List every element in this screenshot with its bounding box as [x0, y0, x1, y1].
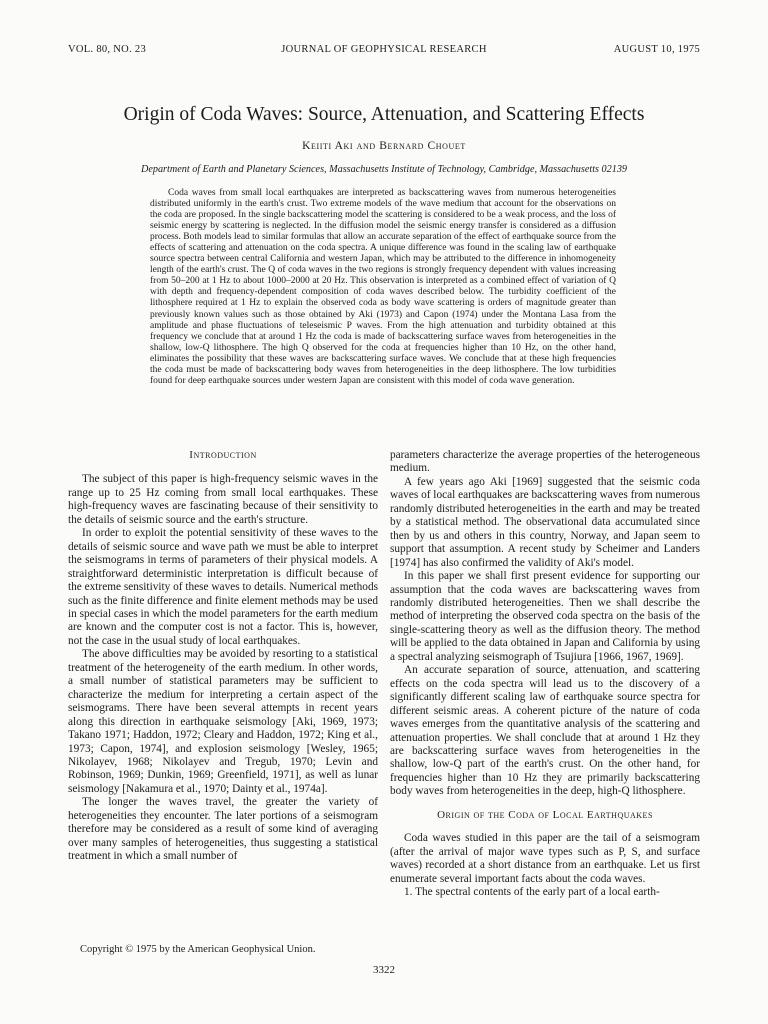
paragraph: The above difficulties may be avoided by resorting to a statistical treatment of the heterogeneity of the earth medium. In other words, a small number of statistical parameters may be sufficient to characterize the medium for interpreting a certain aspect of the seismograms. There have been several attempts in recent years along this direction in earthquake seismology [Aki, 1969, 1973; Takano 1971; Haddon, 1972; Cleary and Haddon, 1972; King et al., 1973; Capon, 1974], and explosion seismology [Wesley, 1965; Nikolayev, 1968; Nikolayev and Tregub, 1970; Levin and Robinson, 1969; Dunkin, 1969; Greenfield, 1971], as well as lunar seismology [Nakamura et al., 1970; Dainty et al., 1974a]. [68, 648, 378, 795]
page-number: 3322 [373, 964, 395, 976]
journal-name: JOURNAL OF GEOPHYSICAL RESEARCH [281, 44, 487, 55]
paragraph: 1. The spectral contents of the early part of a local earth- [404, 886, 660, 899]
volume-number: VOL. 80, NO. 23 [68, 44, 146, 55]
left-column [68, 449, 378, 864]
paragraph: parameters characterize the average properties of the heterogeneous medium. [390, 449, 700, 475]
affiliation: Department of Earth and Planetary Sciences, Massachusetts Institute of Technology, Cambridge, Massachusetts 02139 [140, 164, 628, 175]
abstract: Coda waves from small local earthquakes are interpreted as backscattering waves from numerous heterogeneities distributed uniformly in the earth's crust. Two extreme models of the wave medium that account for the observations on the coda are proposed. In the single backscattering model the scattering is considered to be a weak process, and the loss of seismic energy by scattering is neglected. In the diffusion model the seismic energy transfer is considered as a diffusion process. Both models lead to similar formulas that allow an accurate separation of the effect of earthquake source from the effects of scattering and attenuation on the coda spectra. A unique difference was found in the scaling law of earthquake source spectra between central California and western Japan, which may be attributed to the difference in inhomogeneity length of the earth's crust. The Q of coda waves in the two regions is strongly frequency dependent with values increasing from 50–200 at 1 Hz to about 1000–2000 at 20 Hz. This observation is interpreted as a combined effect of variation of Q with depth and frequency-dependent composition of coda waves described below. The turbidity coefficient of the lithosphere required at 1 Hz to explain the observed coda as body wave scattering is orders of magnitude greater than previously known values such as those obtained by Aki (1973) and Capon (1974) under the Montana Lasa from the amplitude and phase fluctuations of teleseismic P waves. From the high attenuation and turbidity obtained at this frequency we conclude that at around 1 Hz the coda is made of backscattering surface waves from heterogeneities in the shallow, low-Q lithosphere. The high Q observed for the coda at frequencies higher than 10 Hz, on the other hand, eliminates the possibility that these waves are backscattering surface waves. We conclude that at these high frequencies the coda must be made of backscattering body waves from heterogeneities in the deep lithosphere. The low turbidities found for deep earthquake sources under western Japan are consistent with this model of coda wave generation. [150, 188, 616, 386]
authors: Keiiti Aki and Bernard Chouet [302, 140, 466, 152]
section-heading-introduction: Introduction [189, 449, 257, 461]
paragraph: The subject of this paper is high-frequency seismic waves in the range up to 25 Hz coming from small local earthquakes. These high-frequency waves are fascinating because of their sensitivity to the details of seismic source and the earth's structure. [68, 473, 378, 526]
paragraph: The longer the waves travel, the greater the variety of heterogeneities they encounter. The later portions of a seismogram therefore may be considered as a result of some kind of averaging over many samples of heterogeneities, thus suggesting a statistical treatment in which a small number of [68, 796, 378, 863]
right-column [390, 449, 700, 900]
paragraph: A few years ago Aki [1969] suggested that the seismic coda waves of local earthquakes are backscattering waves from numerous randomly distributed heterogeneities in the earth and may be treated by a statistical method. The observational data accumulated since then by us and others in this country, Norway, and Japan seem to support that assumption. A recent study by Scheimer and Landers [1974] has also confirmed the validity of Aki's model. [390, 475, 700, 569]
issue-date: AUGUST 10, 1975 [613, 44, 700, 55]
copyright-notice: Copyright © 1975 by the American Geophysical Union. [80, 944, 316, 955]
section-heading-origin-of-coda: Origin of the Coda of Local Earthquakes [437, 808, 653, 821]
paragraph: In this paper we shall first present evidence for supporting our assumption that the coda waves are backscattering waves from randomly distributed heterogeneities. Then we shall describe the method of interpreting the observed coda spectra on the basis of the single-scattering theory as well as the diffusion theory. The method will be applied to the data obtained in Japan and California by using a spectral analyzing seismograph of Tsujiura [1966, 1967, 1969]. [390, 570, 700, 663]
paper-title: Origin of Coda Waves: Source, Attenuation, and Scattering Effects [123, 104, 645, 125]
paragraph: Coda waves studied in this paper are the tail of a seismogram (after the arrival of major wave types such as P, S, and surface waves) recorded at a short distance from an earthquake. Let us first enumerate several important facts about the coda waves. [390, 832, 700, 885]
paragraph: In order to exploit the potential sensitivity of these waves to the details of seismic source and wave path we must be able to interpret the seismograms in terms of parameters of their physical models. A straightforward deterministic interpretation is difficult because of the extreme sensitivity of these waves to details. Numerical methods such as the finite difference and finite element methods may be used in special cases in which the model parameters for the earth medium are known and the computer cost is not a factor. This is, however, not the case in the usual study of local earthquakes. [68, 527, 378, 647]
paragraph: An accurate separation of source, attenuation, and scattering effects on the coda spectra will lead us to the discovery of a significantly different scaling law of earthquake source spectra for different seismic areas. A coherent picture of the nature of coda waves emerges from the quantitative analysis of the scattering and attenuation properties. We shall conclude that at around 1 Hz they are backscattering surface waves from heterogeneities in the shallow, low-Q part of the earth's crust. On the other hand, for frequencies higher than 10 Hz they are primarily backscattering body waves from heterogeneities in the deep, high-Q lithosphere. [390, 664, 700, 798]
